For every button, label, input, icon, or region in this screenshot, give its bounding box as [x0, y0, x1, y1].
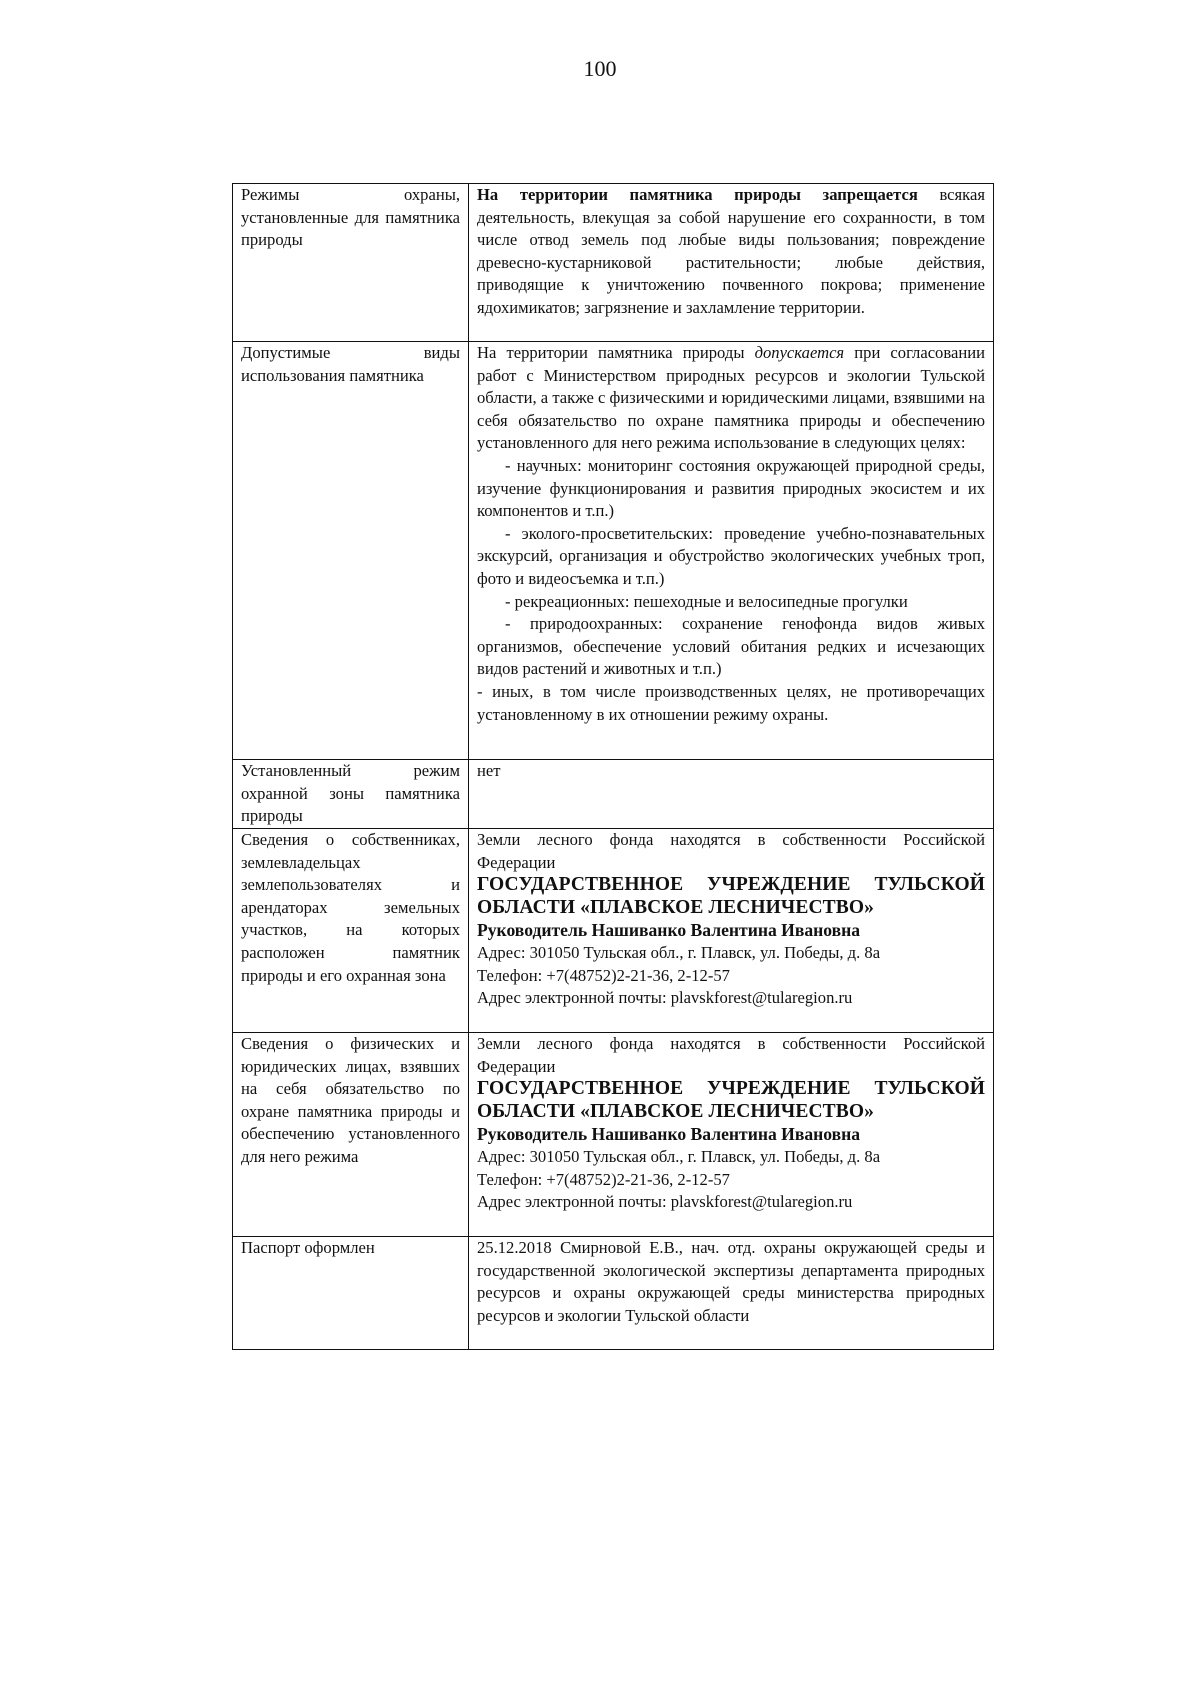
guardians-organization: ГОСУДАРСТВЕННОЕ УЧРЕЖДЕНИЕ ТУЛЬСКОЙ ОБЛАСТИ «ПЛАВСКОЕ ЛЕСНИЧЕСТВО»	[477, 1078, 985, 1122]
guardians-address: Адрес: 301050 Тульская обл., г. Плавск, ул. Победы, д. 8а	[477, 1146, 881, 1166]
protection-zone-label: Установленный режим охранной зоны памятника природы	[233, 760, 469, 829]
nature-monument-passport-table	[232, 183, 994, 1350]
protection-regime-bold-lead: На территории памятника природы запрещается	[477, 185, 918, 204]
table-row-permitted-uses	[233, 342, 994, 760]
owners-organization: ГОСУДАРСТВЕННОЕ УЧРЕЖДЕНИЕ ТУЛЬСКОЙ ОБЛАСТИ «ПЛАВСКОЕ ЛЕСНИЧЕСТВО»	[477, 874, 985, 918]
permitted-uses-label: Допустимые виды использования памятника	[233, 342, 469, 760]
passport-issued-value: 25.12.2018 Смирновой Е.В., нач. отд. охраны окружающей среды и государственной экологической экспертизы департамента природных ресурсов и охраны окружающей среды министерства природных ресурсов и экологии Тульской области	[469, 1237, 994, 1350]
protection-regime-label: Режимы охраны, установленные для памятника природы	[233, 184, 469, 342]
permitted-use-item: - эколого-просветительских: проведение учебно-познавательных экскурсий, организация и обустройство экологических учебных троп, фото и видеосъемка и т.п.)	[477, 523, 985, 588]
owners-address: Адрес: 301050 Тульская обл., г. Плавск, ул. Победы, д. 8а	[477, 942, 881, 962]
table-row-guardians	[233, 1033, 994, 1237]
table-row-owners	[233, 829, 994, 1033]
permitted-uses-intro-start: На территории памятника природы	[477, 343, 755, 362]
guardians-email: Адрес электронной почты: plavskforest@tularegion.ru	[477, 1192, 853, 1212]
page-number: 100	[583, 56, 617, 81]
permitted-uses-intro-italic: допускается	[754, 343, 845, 362]
owners-value	[469, 829, 994, 1033]
protection-regime-value	[469, 184, 994, 342]
guardians-value	[469, 1033, 994, 1237]
passport-issued-label: Паспорт оформлен	[233, 1237, 469, 1350]
owners-head: Руководитель Нашиванко Валентина Ивановна	[477, 920, 861, 941]
guardians-label: Сведения о физических и юридических лицах, взявших на себя обязательство по охране памятника природы и обеспечению установленного для него режима	[233, 1033, 469, 1237]
table-row-passport-issued	[233, 1237, 994, 1350]
owners-phone: Телефон: +7(48752)2-21-36, 2-12-57	[477, 965, 730, 985]
guardians-head: Руководитель Нашиванко Валентина Ивановна	[477, 1124, 861, 1145]
table-row-protection-zone	[233, 760, 994, 829]
permitted-use-item: - научных: мониторинг состояния окружающей природной среды, изучение функционирования и развития природных экосистем и их компонентов и т.п.)	[477, 455, 985, 521]
permitted-use-item: - природоохранных: сохранение генофонда видов живых организмов, обеспечение условий обитания редких и исчезающих видов растений и животных и т.п.)	[477, 614, 985, 679]
permitted-uses-intro	[477, 342, 985, 455]
guardians-land-status: Земли лесного фонда находятся в собственности Российской Федерации	[477, 1034, 985, 1076]
protection-regime-text: всякая деятельность, влекущая за собой нарушение его сохранности, в том числе отвод земель под любые виды пользования; повреждение древесно-кустарниковой растительности; любые действия, приводящие к уничтожению почвенного покрова; применение ядохимикатов; загрязнение и захламление территории.	[477, 185, 985, 317]
owners-label: Сведения о собственниках, землевладельцах землепользователях и арендаторах земельных участков, на которых расположен памятник природы и его охранная зона	[233, 829, 469, 1033]
permitted-use-item: - рекреационных: пешеходные и велосипедные прогулки	[505, 591, 908, 611]
table-row-protection-regime	[233, 184, 994, 342]
guardians-phone: Телефон: +7(48752)2-21-36, 2-12-57	[477, 1169, 730, 1189]
permitted-use-item-last: - иных, в том числе производственных целях, не противоречащих установленному в их отношении режиму охраны.	[477, 681, 985, 724]
permitted-uses-value	[469, 342, 994, 760]
protection-zone-value: нет	[469, 760, 994, 829]
owners-land-status: Земли лесного фонда находятся в собственности Российской Федерации	[477, 830, 985, 872]
permitted-uses-intro-end: при согласовании работ с Министерством природных ресурсов и экологии Тульской области, а также с физическими и юридическими лицами, взявшими на себя обязательство по охране памятника природы и обеспечению установленного для него режима использование в следующих целях:	[477, 343, 985, 453]
owners-email: Адрес электронной почты: plavskforest@tularegion.ru	[477, 988, 853, 1008]
